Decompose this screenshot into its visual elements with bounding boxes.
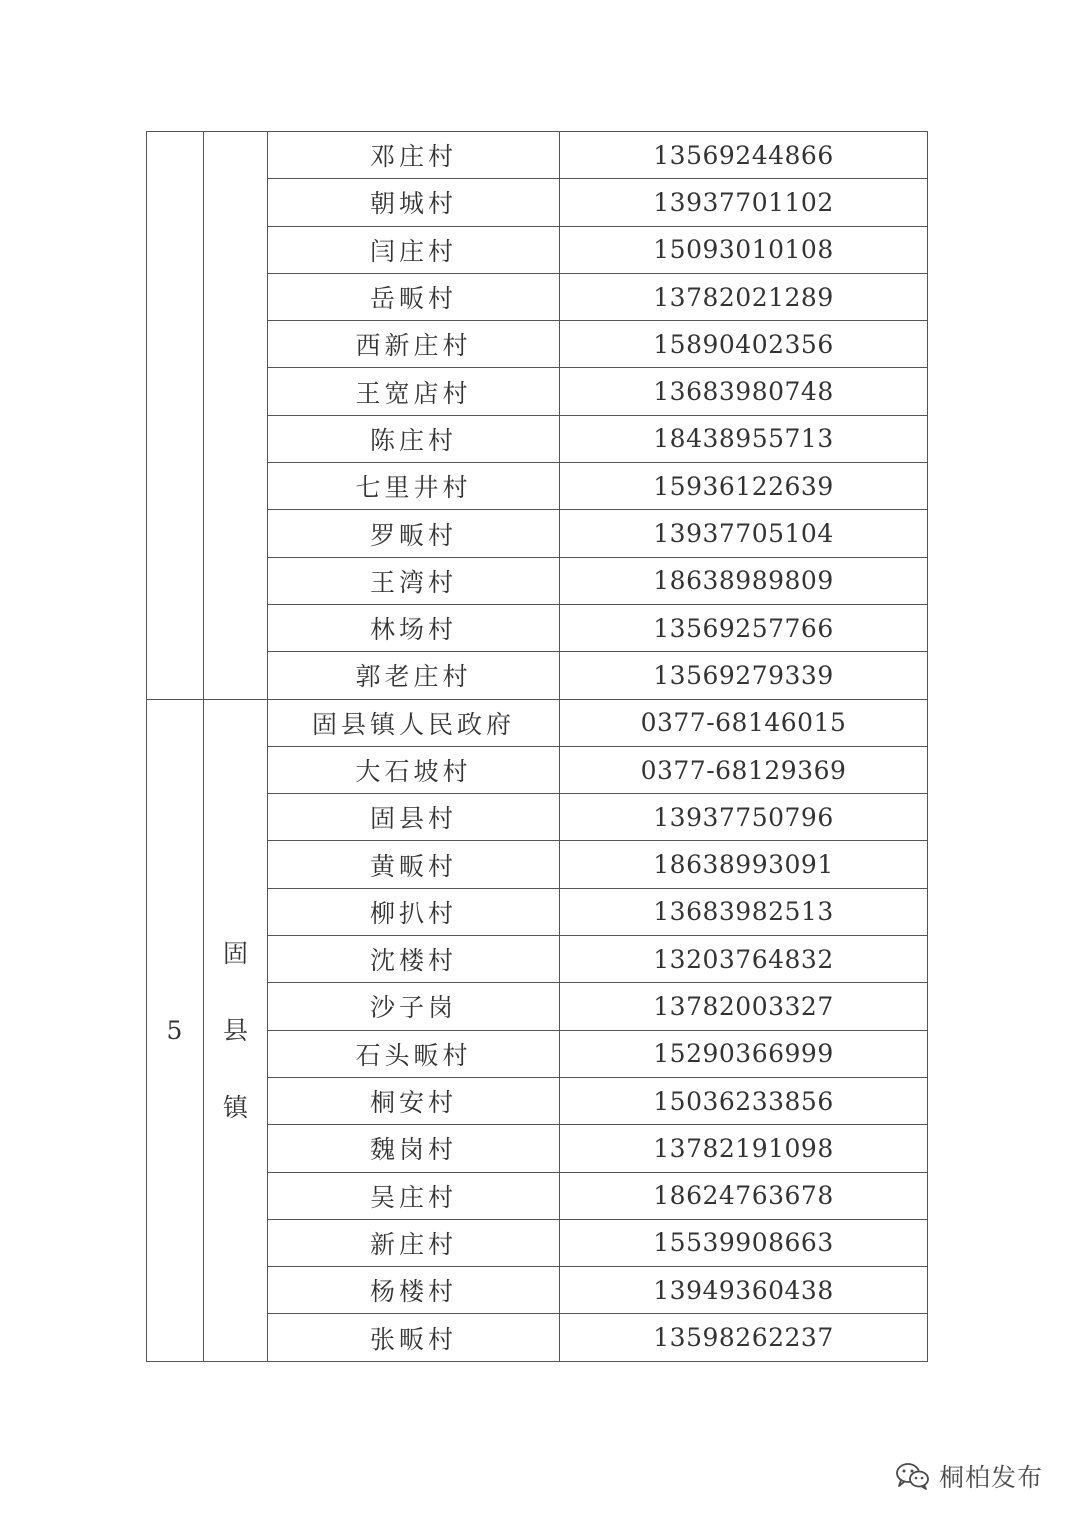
contact-table [146, 131, 928, 1362]
phone-number: 15290366999 [560, 1030, 928, 1077]
village-name: 岳畈村 [268, 273, 560, 320]
phone-number: 13569244866 [560, 132, 928, 179]
phone-number: 15936122639 [560, 463, 928, 510]
village-name: 沈楼村 [268, 936, 560, 983]
phone-number: 18438955713 [560, 415, 928, 462]
village-name: 七里井村 [268, 463, 560, 510]
village-name: 王宽店村 [268, 368, 560, 415]
table-row [147, 699, 928, 746]
phone-number: 13937705104 [560, 510, 928, 557]
phone-number: 0377-68129369 [560, 746, 928, 793]
village-name: 大石坡村 [268, 746, 560, 793]
phone-number: 13937750796 [560, 794, 928, 841]
village-name: 新庄村 [268, 1219, 560, 1266]
phone-number: 13782191098 [560, 1125, 928, 1172]
phone-number: 15539908663 [560, 1219, 928, 1266]
phone-number: 18624763678 [560, 1172, 928, 1219]
group-number-cell [147, 132, 204, 700]
phone-number: 13683980748 [560, 368, 928, 415]
town-cell [204, 132, 268, 700]
town-cell [204, 699, 268, 1361]
phone-number: 13569279339 [560, 652, 928, 699]
village-name: 林场村 [268, 604, 560, 651]
village-name: 魏岗村 [268, 1125, 560, 1172]
village-name: 邓庄村 [268, 132, 560, 179]
village-name: 罗畈村 [268, 510, 560, 557]
phone-number: 18638989809 [560, 557, 928, 604]
village-name: 陈庄村 [268, 415, 560, 462]
phone-number: 18638993091 [560, 841, 928, 888]
phone-number: 13782021289 [560, 273, 928, 320]
phone-number: 15036233856 [560, 1077, 928, 1124]
phone-number: 13949360438 [560, 1267, 928, 1314]
group-number: 5 [166, 1015, 184, 1045]
phone-number: 13598262237 [560, 1314, 928, 1361]
village-name: 黄畈村 [268, 841, 560, 888]
village-name: 杨楼村 [268, 1267, 560, 1314]
table-body [147, 132, 928, 1362]
village-name: 王湾村 [268, 557, 560, 604]
village-name: 沙子岗 [268, 983, 560, 1030]
village-name: 闫庄村 [268, 226, 560, 273]
phone-number: 13683982513 [560, 888, 928, 935]
village-name: 石头畈村 [268, 1030, 560, 1077]
phone-number: 0377-68146015 [560, 699, 928, 746]
village-name: 柳扒村 [268, 888, 560, 935]
phone-number: 13203764832 [560, 936, 928, 983]
group-number-cell [147, 699, 204, 1361]
phone-number: 15890402356 [560, 321, 928, 368]
phone-number: 13937701102 [560, 179, 928, 226]
wechat-icon [895, 1461, 931, 1491]
watermark-text: 桐柏发布 [939, 1463, 1044, 1492]
village-name: 西新庄村 [268, 321, 560, 368]
table-row [147, 132, 928, 179]
village-name: 固县村 [268, 794, 560, 841]
phone-number: 15093010108 [560, 226, 928, 273]
village-name: 固县镇人民政府 [268, 699, 560, 746]
phone-number: 13569257766 [560, 604, 928, 651]
phone-number: 13782003327 [560, 983, 928, 1030]
village-name: 郭老庄村 [268, 652, 560, 699]
watermark [895, 1456, 1043, 1496]
village-name: 张畈村 [268, 1314, 560, 1361]
village-name: 朝城村 [268, 179, 560, 226]
town-name: 固县镇 [222, 938, 248, 1122]
village-name: 桐安村 [268, 1077, 560, 1124]
village-name: 吴庄村 [268, 1172, 560, 1219]
